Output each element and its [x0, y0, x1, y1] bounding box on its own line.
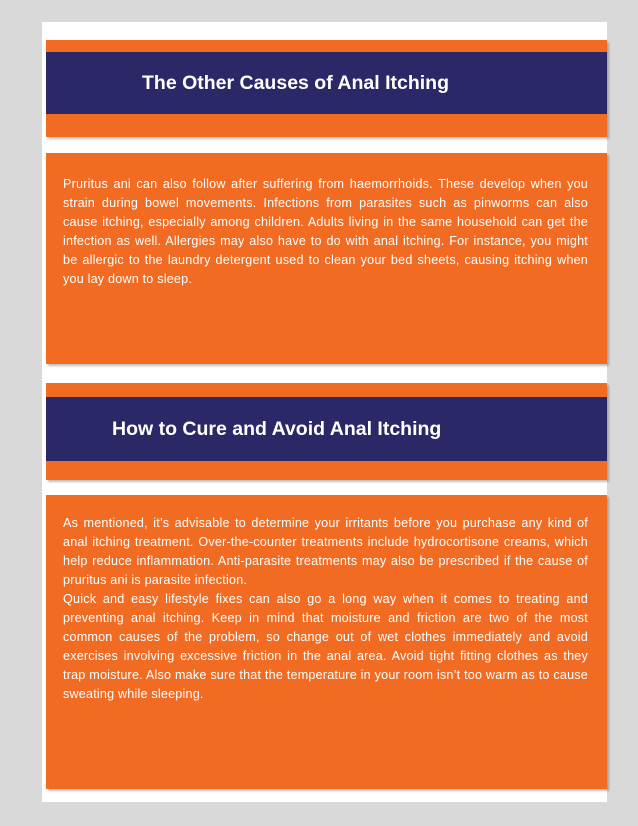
section2-header-band: [46, 383, 607, 480]
section2-paragraph-1: As mentioned, it’s advisable to determine your irritants before you purchase any kind of anal itching treatment. Over-the-counter treatments include hydrocortisone creams, which help reduce inflammation. Anti-parasite treatments may also be prescribed if the cause of pruritus ani is parasite infection.: [63, 516, 588, 587]
section1-body-band: [46, 153, 607, 364]
section1-body-text: [63, 175, 588, 289]
document-page: [42, 22, 607, 802]
section2-paragraph-2: Quick and easy lifestyle fixes can also go a long way when it comes to treating and preventing anal itching. Keep in mind that moisture and friction are two of the most common causes of the problem, so change out of wet clothes immediately and avoid exercises involving excessive friction in the anal area. Avoid tight fitting clothes as they trap moisture. Also make sure that the temperature in your room isn’t too warm as to cause sweating while sleeping.: [63, 592, 588, 701]
section1-paragraph: Pruritus ani can also follow after suffering from haemorrhoids. These develop when you strain during bowel movements. Infections from parasites such as pinworms can also cause itching, especially among children. Adults living in the same household can get the infection as well. Allergies may also have to do with anal itching. For instance, you might be allergic to the laundry detergent used to clean your bed sheets, causing itching when you lay down to sleep.: [63, 177, 588, 286]
section1-heading: The Other Causes of Anal Itching: [142, 71, 449, 94]
section2-body-text: [63, 514, 588, 704]
section2-body-band: [46, 495, 607, 789]
section1-header-band: [46, 40, 607, 137]
section1-header-bar: [46, 52, 607, 114]
section2-header-bar: [46, 397, 607, 461]
section2-heading: How to Cure and Avoid Anal Itching: [112, 417, 442, 440]
